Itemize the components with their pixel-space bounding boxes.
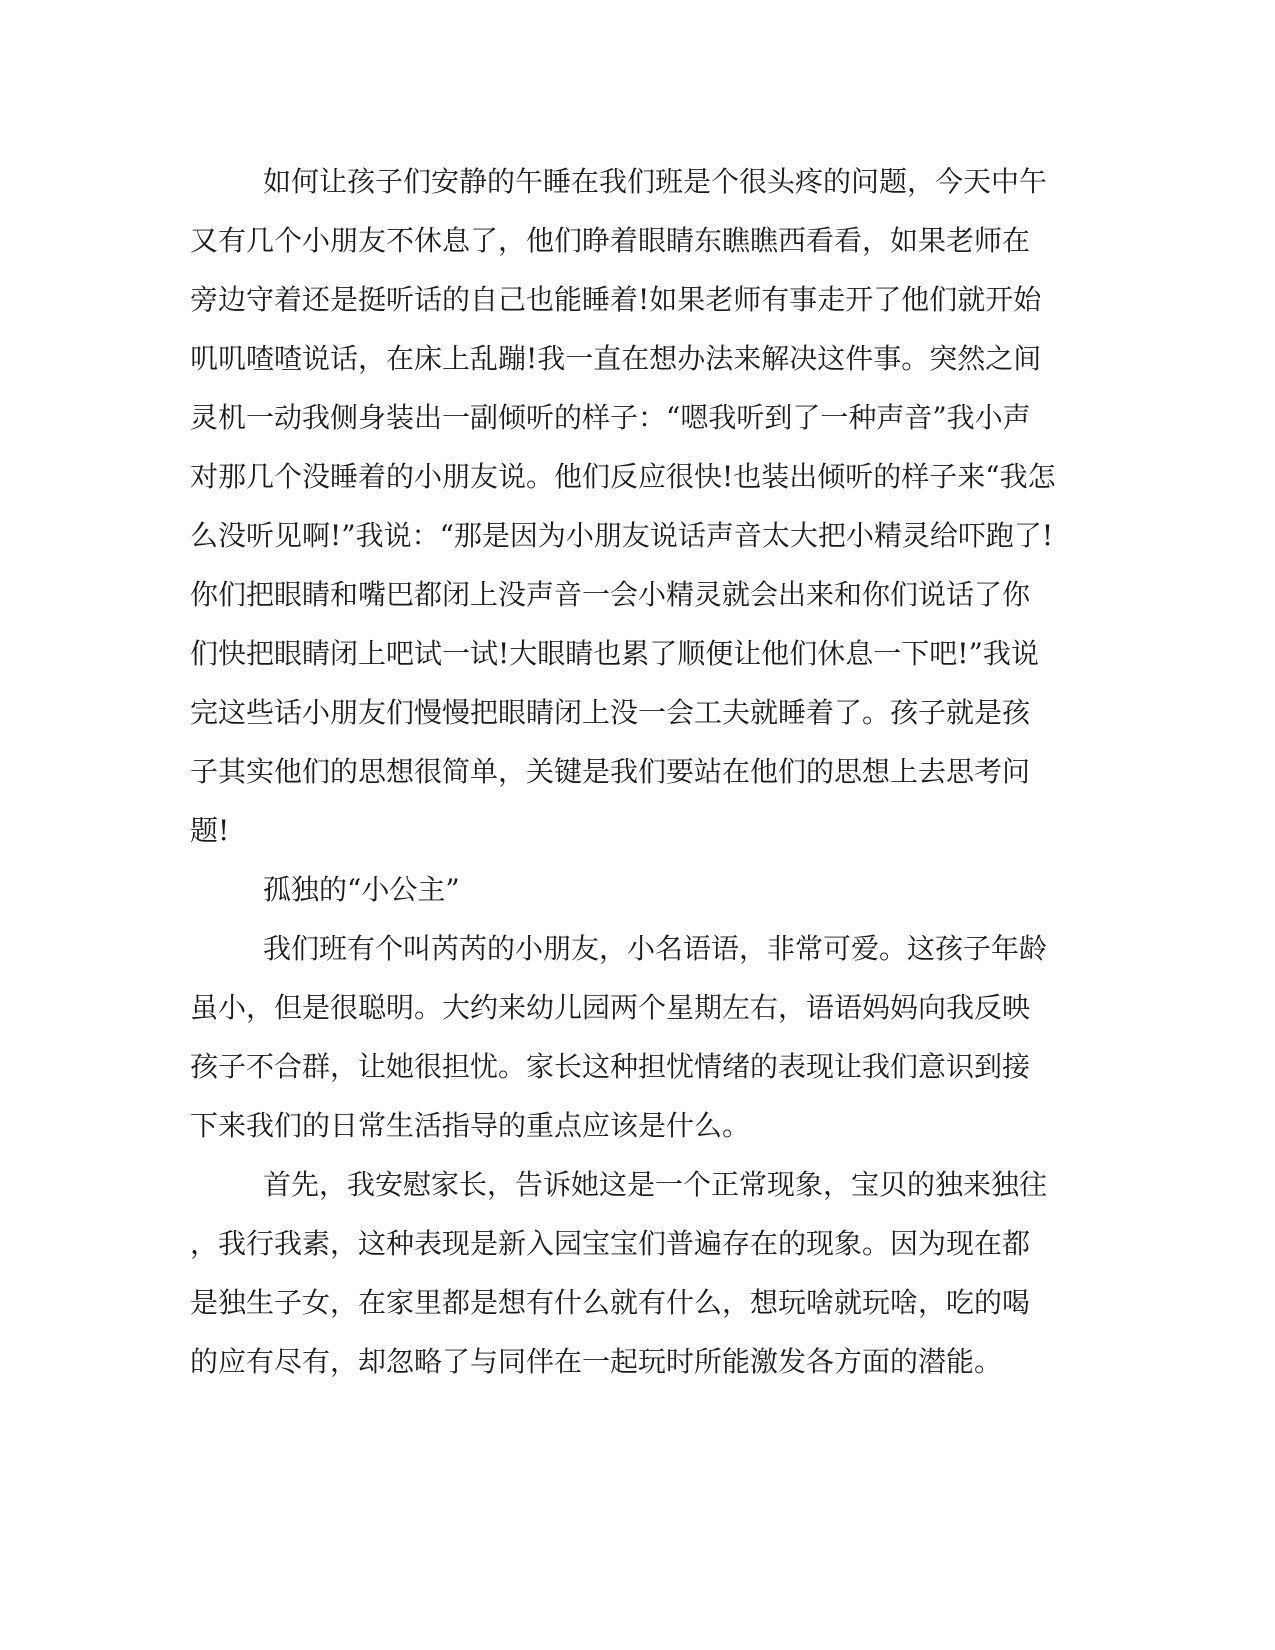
text-line: 旁边守着还是挺听话的自己也能睡着!如果老师有事走开了他们就开始 [190,283,1042,316]
text-line: 你们把眼睛和嘴巴都闭上没声音一会小精灵就会出来和你们说话了你 [190,578,1031,611]
text-line: 叽叽喳喳说话，在床上乱蹦!我一直在想办法来解决这件事。突然之间 [190,342,1042,375]
text-line: 是独生子女，在家里都是想有什么就有什么，想玩啥就玩啥，吃的喝 [190,1286,1031,1319]
text-line: 子其实他们的思想很简单，关键是我们要站在他们的思想上去思考问 [190,755,1031,788]
text-line: 如何让孩子们安静的午睡在我们班是个很头疼的问题，今天中午 [263,165,1048,198]
text-line: 们快把眼睛闭上吧试一试!大眼睛也累了顺便让他们休息一下吧!”我说 [190,637,1039,670]
text-line: 孩子不合群，让她很担忧。家长这种担忧情绪的表现让我们意识到接 [190,1050,1031,1083]
section-heading: 孤独的“小公主” [263,873,460,906]
text-line: 我们班有个叫芮芮的小朋友，小名语语，非常可爱。这孩子年龄 [263,932,1048,965]
text-line: 下来我们的日常生活指导的重点应该是什么。 [190,1109,751,1142]
text-line: 题! [190,814,230,847]
text-line: 首先，我安慰家长，告诉她这是一个正常现象，宝贝的独来独往 [263,1168,1048,1201]
text-line: 的应有尽有，却忽略了与同伴在一起玩时所能激发各方面的潜能。 [190,1345,1003,1378]
text-line: 对那几个没睡着的小朋友说。他们反应很快!也装出倾听的样子来“我怎 [190,460,1056,493]
text-line: 虽小，但是很聪明。大约来幼儿园两个星期左右，语语妈妈向我反映 [190,991,1031,1024]
text-line: 完这些话小朋友们慢慢把眼睛闭上没一会工夫就睡着了。孩子就是孩 [190,696,1031,729]
text-line: 么没听见啊!”我说：“那是因为小朋友说话声音太大把小精灵给吓跑了! [190,519,1054,552]
text-line: ，我行我素，这种表现是新入园宝宝们普遍存在的现象。因为现在都 [190,1227,1031,1260]
text-line: 又有几个小朋友不休息了，他们睁着眼睛东瞧瞧西看看，如果老师在 [190,224,1031,257]
text-line: 灵机一动我侧身装出一副倾听的样子：“嗯我听到了一种声音”我小声 [190,401,1031,434]
